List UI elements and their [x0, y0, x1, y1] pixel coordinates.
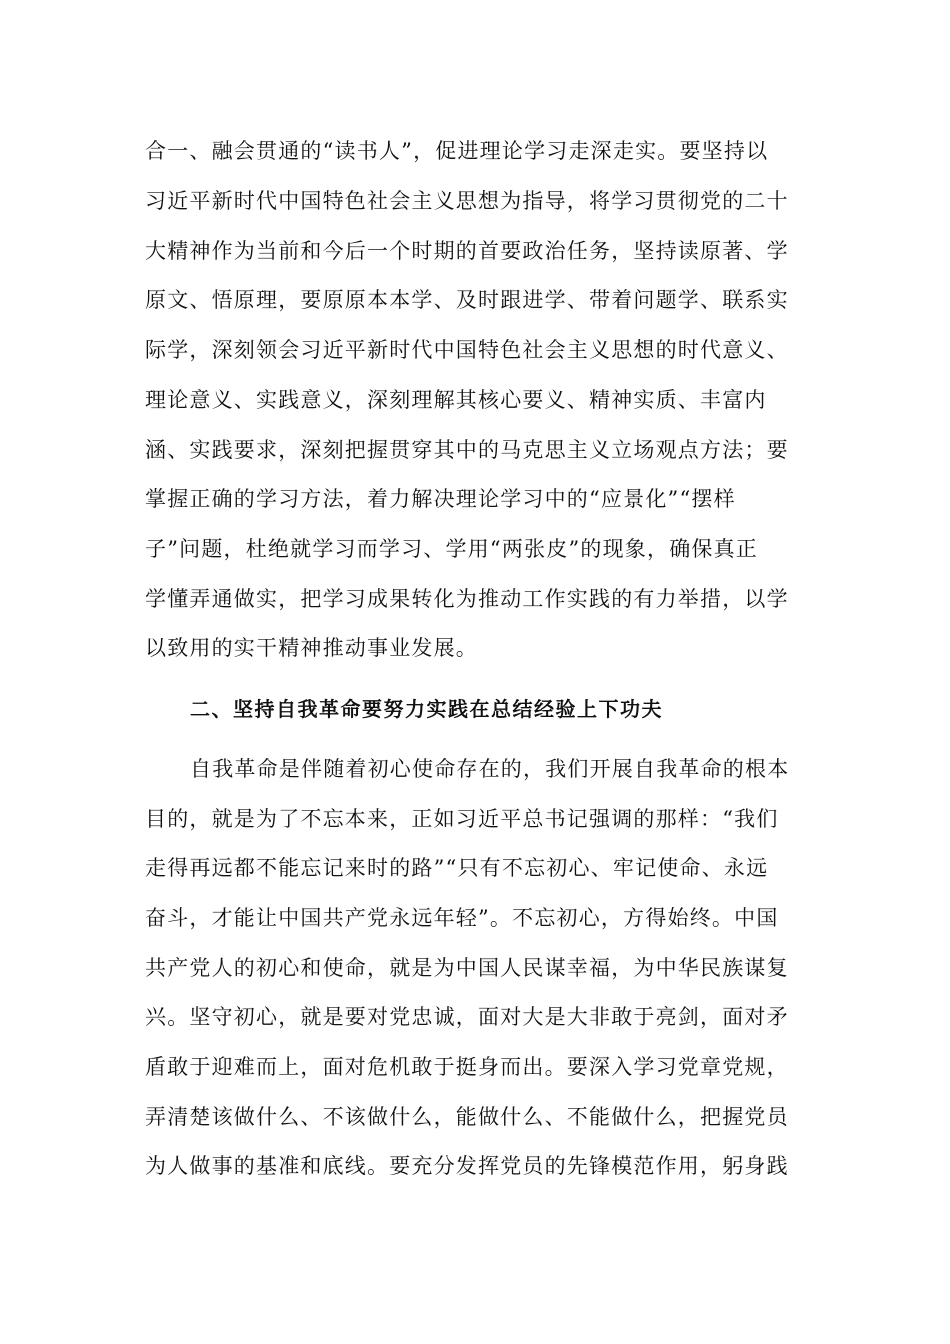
paragraph-1-line-11: 以致用的实干精神推动事业发展。 — [145, 636, 478, 660]
paragraph-1-line-7: 涵、实践要求，深刻把握贯穿其中的马克思主义立场观点方法；要 — [145, 438, 789, 462]
paragraph-2-line-4: 奋斗，才能让中国共产党永远年轻”。不忘初心，方得始终。中国 — [145, 906, 779, 930]
paragraph-1-line-6: 理论意义、实践意义，深刻理解其核心要义、精神实质、丰富内 — [145, 388, 767, 412]
paragraph-2-line-9: 为人做事的基准和底线。要充分发挥党员的先锋模范作用，躬身践 — [145, 1154, 789, 1178]
paragraph-2-line-8: 弄清楚该做什么、不该做什么，能做什么、不能做什么，把握党员 — [145, 1105, 789, 1129]
paragraph-1-line-4: 原文、悟原理，要原原本本学、及时跟进学、带着问题学、联系实 — [145, 288, 789, 312]
section-heading-2: 二、坚持自我革命要努力实践在总结经验上下功夫 — [190, 697, 663, 721]
paragraph-2-line-1: 自我革命是伴随着初心使命存在的，我们开展自我革命的根本 — [190, 757, 790, 781]
paragraph-2-line-7: 盾敢于迎难而上，面对危机敢于挺身而出。要深入学习党章党规， — [145, 1055, 789, 1079]
paragraph-2-line-3: 走得再远都不能忘记来时的路”“只有不忘初心、牢记使命、永远 — [145, 856, 769, 880]
paragraph-2-line-5: 共产党人的初心和使命，就是为中国人民谋幸福，为中华民族谋复 — [145, 956, 789, 980]
paragraph-1-line-2: 习近平新时代中国特色社会主义思想为指导，将学习贯彻党的二十 — [145, 189, 789, 213]
paragraph-1-line-5: 际学，深刻领会习近平新时代中国特色社会主义思想的时代意义、 — [145, 338, 789, 362]
paragraph-2-line-2: 目的，就是为了不忘本来，正如习近平总书记强调的那样：“我们 — [145, 807, 779, 831]
paragraph-1-line-3: 大精神作为当前和今后一个时期的首要政治任务，坚持读原著、学 — [145, 239, 789, 263]
paragraph-1-line-1: 合一、融会贯通的“读书人”，促进理论学习走深走实。要坚持以 — [145, 139, 769, 163]
paragraph-1-line-10: 学懂弄通做实，把学习成果转化为推动工作实践的有力举措，以学 — [145, 587, 789, 611]
paragraph-1-line-8: 掌握正确的学习方法，着力解决理论学习中的“应景化”“摆样 — [145, 487, 736, 511]
paragraph-2-line-6: 兴。坚守初心，就是要对党忠诚，面对大是大非敢于亮剑，面对矛 — [145, 1005, 789, 1029]
paragraph-1-line-9: 子”问题，杜绝就学习而学习、学用“两张皮”的现象，确保真正 — [145, 537, 759, 561]
